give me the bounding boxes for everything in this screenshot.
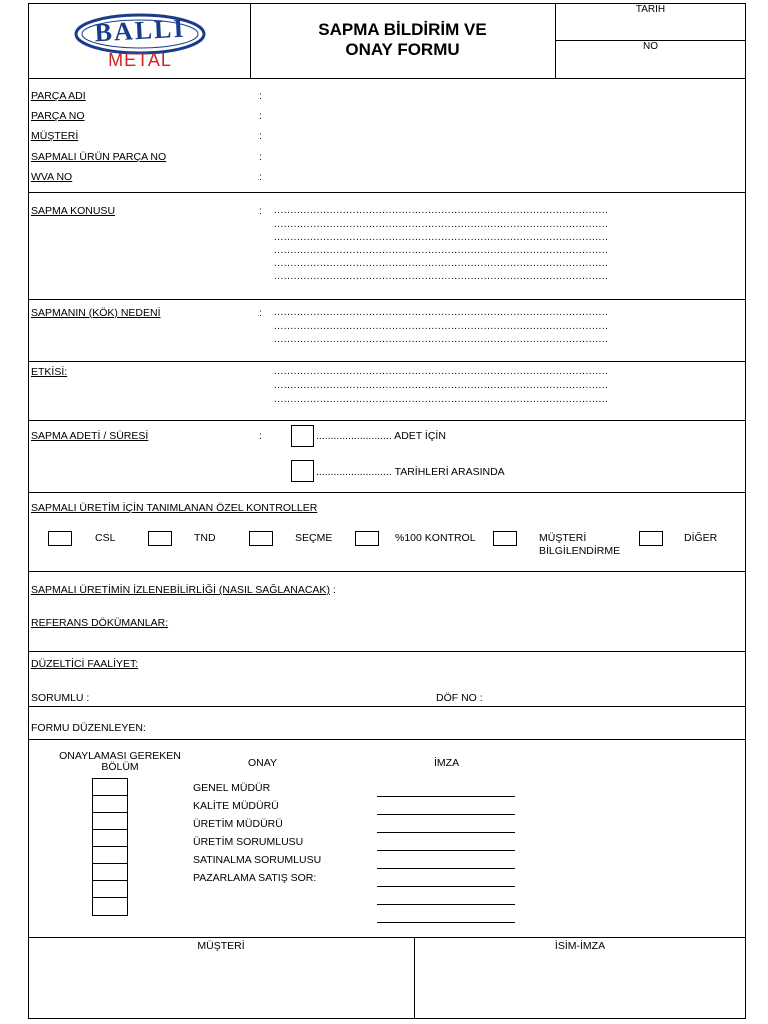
etkisi-label: ETKİSİ:	[31, 366, 68, 378]
secme-label: SEÇME	[295, 532, 333, 544]
kontrol100-label: %100 KONTROL	[395, 532, 476, 544]
sapma-konusu-colon: :	[259, 205, 262, 217]
izlenebilirlik-label: SAPMALI ÜRETİMİN İZLENEBİLİRLİĞİ (NASIL SAĞLANACAK)	[31, 584, 330, 596]
role-uretim-sorumlusu: ÜRETİM SORUMLUSU	[193, 836, 304, 848]
logo-text-metal: METAL	[108, 50, 172, 70]
referans-label: REFERANS DÖKÜMANLAR:	[31, 617, 169, 629]
signature-line-3[interactable]	[377, 832, 515, 833]
no-label: NO	[643, 41, 658, 52]
approval-box-6[interactable]	[92, 863, 128, 882]
divider-duzeltici	[28, 706, 746, 707]
form-title	[250, 20, 555, 60]
company-logo	[70, 10, 210, 72]
form-title-line2: ONAY FORMU	[345, 40, 460, 59]
signature-line-1[interactable]	[377, 796, 515, 797]
ozel-kontroller-label: SAPMALI ÜRETİM İÇİN TANIMLANAN ÖZEL KONTROLLER	[31, 502, 318, 514]
approval-col-bolum-header	[40, 751, 200, 773]
sapmali-urun-colon: :	[259, 151, 262, 163]
signature-line-7[interactable]	[377, 904, 515, 905]
sapmali-urun-label: SAPMALI ÜRÜN PARÇA NO	[31, 151, 167, 163]
sorumlu-label: SORUMLU :	[31, 692, 90, 704]
divider-etkisi	[28, 420, 746, 421]
adet-icin-checkbox[interactable]	[291, 425, 314, 447]
form-title-line1: SAPMA BİLDİRİM VE	[318, 20, 487, 39]
diger-checkbox[interactable]	[639, 531, 663, 546]
sapma-adeti-label: SAPMA ADETİ / SÜRESİ	[31, 430, 149, 442]
adet-icin-label: .......................... ADET İÇİN	[316, 430, 446, 442]
role-pazarlama-satis: PAZARLAMA SATIŞ SOR:	[193, 872, 317, 884]
etkisi-line-2[interactable]: ......................................................................................................	[274, 380, 609, 391]
signature-line-8[interactable]	[377, 922, 515, 923]
musteri-colon: :	[259, 130, 262, 142]
csl-checkbox[interactable]	[48, 531, 72, 546]
kontrol100-checkbox[interactable]	[355, 531, 379, 546]
musteri-bilgilendirme-label-2: BİLGİLENDİRME	[539, 545, 621, 557]
role-uretim-muduru: ÜRETİM MÜDÜRÜ	[193, 818, 283, 830]
etkisi-line-3[interactable]: ......................................................................................................	[274, 394, 609, 405]
footer-isim-imza-label: İSİM-İMZA	[554, 940, 606, 952]
signature-line-5[interactable]	[377, 868, 515, 869]
musteri-bilgilendirme-label-1: MÜŞTERİ	[539, 532, 587, 544]
role-satinalma-sorumlusu: SATINALMA SORUMLUSU	[193, 854, 322, 866]
musteri-label: MÜŞTERİ	[31, 130, 79, 142]
sapma-konusu-line-4[interactable]: ......................................................................................................	[274, 245, 609, 256]
divider-izlenebilirlik	[28, 651, 746, 652]
approval-col-onay-header: ONAY	[248, 757, 277, 769]
header-bottom-line	[28, 78, 746, 79]
parca-no-colon: :	[259, 110, 262, 122]
signature-line-6[interactable]	[377, 886, 515, 887]
duzeltici-label: DÜZELTİCİ FAALİYET:	[31, 658, 139, 670]
wva-no-label: WVA NO	[31, 171, 73, 183]
sapma-konusu-label: SAPMA KONUSU	[31, 205, 116, 217]
sapma-konusu-line-1[interactable]: ......................................................................................................	[274, 205, 609, 216]
approval-box-2[interactable]	[92, 795, 128, 814]
kok-neden-label: SAPMANIN (KÖK) NEDENİ	[31, 307, 161, 319]
divider-kok-neden	[28, 361, 746, 362]
kok-neden-line-2[interactable]: ......................................................................................................	[274, 321, 609, 332]
etkisi-line-1[interactable]: ......................................................................................................	[274, 366, 609, 377]
musteri-bilgilendirme-checkbox[interactable]	[493, 531, 517, 546]
sapma-adeti-colon: :	[259, 430, 262, 442]
parca-adi-colon: :	[259, 90, 262, 102]
divider-formu-duzenleyen	[28, 739, 746, 740]
approval-box-1[interactable]	[92, 778, 128, 797]
kok-neden-colon: :	[259, 307, 262, 319]
kok-neden-line-3[interactable]: ......................................................................................................	[274, 334, 609, 345]
signature-line-4[interactable]	[377, 850, 515, 851]
parca-no-label: PARÇA NO	[31, 110, 85, 122]
divider-ozel-kontroller	[28, 571, 746, 572]
dof-no-label: DÖF NO :	[436, 692, 483, 704]
approval-box-7[interactable]	[92, 880, 128, 899]
role-genel-mudur: GENEL MÜDÜR	[193, 782, 271, 794]
formu-duzenleyen-label: FORMU DÜZENLEYEN:	[31, 722, 146, 734]
divider-part-info	[28, 192, 746, 193]
secme-checkbox[interactable]	[249, 531, 273, 546]
divider-sapma-konusu	[28, 299, 746, 300]
izlenebilirlik-colon: :	[329, 584, 336, 596]
approval-boxes	[92, 778, 128, 916]
sapma-konusu-line-5[interactable]: ......................................................................................................	[274, 258, 609, 269]
logo-text-balli: BALLI	[93, 13, 187, 48]
approval-box-3[interactable]	[92, 812, 128, 831]
tnd-label: TND	[194, 532, 216, 544]
parca-adi-label: PARÇA ADI	[31, 90, 86, 102]
approval-box-8[interactable]	[92, 897, 128, 916]
approval-col-bolum-line1: ONAYLAMASI GEREKEN	[59, 750, 181, 762]
signature-line-2[interactable]	[377, 814, 515, 815]
kok-neden-line-1[interactable]: ......................................................................................................	[274, 307, 609, 318]
tnd-checkbox[interactable]	[148, 531, 172, 546]
approval-box-5[interactable]	[92, 846, 128, 865]
divider-approval	[28, 937, 746, 938]
role-kalite-muduru: KALİTE MÜDÜRÜ	[193, 800, 279, 812]
approval-col-imza-header: İMZA	[434, 757, 460, 769]
tarihleri-arasinda-label: .......................... TARİHLERİ ARASINDA	[316, 466, 505, 478]
approval-col-bolum-line2: BÖLÜM	[101, 761, 139, 773]
csl-label: CSL	[95, 532, 116, 544]
sapma-konusu-line-2[interactable]: ......................................................................................................	[274, 219, 609, 230]
sapma-konusu-line-3[interactable]: ......................................................................................................	[274, 232, 609, 243]
sapma-konusu-line-6[interactable]: ......................................................................................................	[274, 271, 609, 282]
wva-no-colon: :	[259, 171, 262, 183]
diger-label: DİĞER	[684, 532, 718, 544]
izlenebilirlik-row	[31, 584, 336, 596]
tarih-label: TARİH	[635, 4, 666, 15]
divider-sapma-adeti	[28, 492, 746, 493]
approval-box-4[interactable]	[92, 829, 128, 848]
footer-musteri-label: MÜŞTERİ	[197, 940, 245, 952]
tarihleri-arasinda-checkbox[interactable]	[291, 460, 314, 482]
